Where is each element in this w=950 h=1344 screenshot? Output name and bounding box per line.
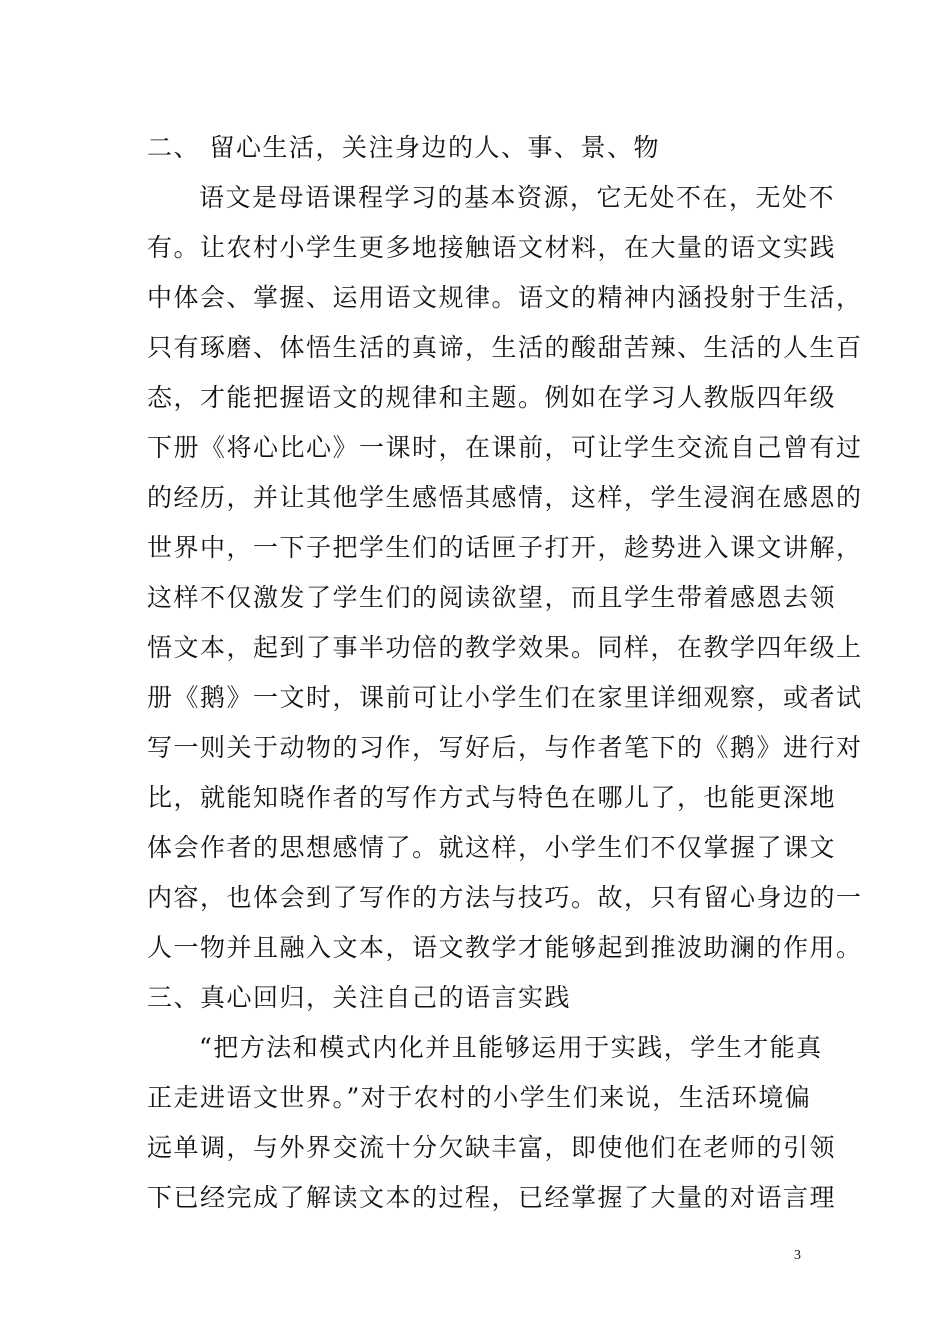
paragraph-line: 语文是母语课程学习的基本资源，它无处不在，无处不 xyxy=(199,183,836,212)
paragraph-line: 世界中，一下子把学生们的话匣子打开，趁势进入课文讲解， xyxy=(147,533,863,562)
page-number: 3 xyxy=(794,1248,801,1263)
paragraph-line: 有。让农村小学生更多地接触语文材料，在大量的语文实践 xyxy=(147,233,837,262)
paragraph-line: 下册《将心比心》一课时，在课前，可让学生交流自己曾有过 xyxy=(147,433,863,462)
paragraph-line: 这样不仅激发了学生们的阅读欲望，而且学生带着感恩去领 xyxy=(147,583,837,612)
paragraph-line: 远单调，与外界交流十分欠缺丰富，即使他们在老师的引领 xyxy=(147,1133,837,1162)
paragraph-line: 的经历，并让其他学生感悟其感情，这样，学生浸润在感恩的 xyxy=(147,483,863,512)
paragraph-line: 人一物并且融入文本，语文教学才能够起到推波助澜的作用。 xyxy=(147,933,863,962)
section-heading-3: 三、真心回归，关注自己的语言实践 xyxy=(147,983,572,1012)
paragraph-line: “把方法和模式内化并且能够运用于实践，学生才能真 xyxy=(199,1033,823,1062)
paragraph-line: 下已经完成了解读文本的过程，已经掌握了大量的对语言理 xyxy=(147,1183,837,1212)
section-heading-2: 二、 留心生活，关注身边的人、事、景、物 xyxy=(147,133,660,162)
paragraph-line: 悟文本，起到了事半功倍的教学效果。同样，在教学四年级上 xyxy=(147,633,863,662)
paragraph-line: 比，就能知晓作者的写作方式与特色在哪儿了，也能更深地 xyxy=(147,783,837,812)
paragraph-line: 只有琢磨、体悟生活的真谛，生活的酸甜苦辣、生活的人生百 xyxy=(147,333,863,362)
paragraph-line: 中体会、掌握、运用语文规律。语文的精神内涵投射于生活， xyxy=(147,283,863,312)
paragraph-line: 内容，也体会到了写作的方法与技巧。故，只有留心身边的一 xyxy=(147,883,863,912)
paragraph-line: 册《鹅》一文时，课前可让小学生们在家里详细观察，或者试 xyxy=(147,683,863,712)
paragraph-line: 正走进语文世界。”对于农村的小学生们来说，生活环境偏 xyxy=(147,1083,812,1112)
paragraph-line: 体会作者的思想感情了。就这样，小学生们不仅掌握了课文 xyxy=(147,833,837,862)
paragraph-line: 写一则关于动物的习作，写好后，与作者笔下的《鹅》进行对 xyxy=(147,733,863,762)
paragraph-line: 态，才能把握语文的规律和主题。例如在学习人教版四年级 xyxy=(147,383,837,412)
